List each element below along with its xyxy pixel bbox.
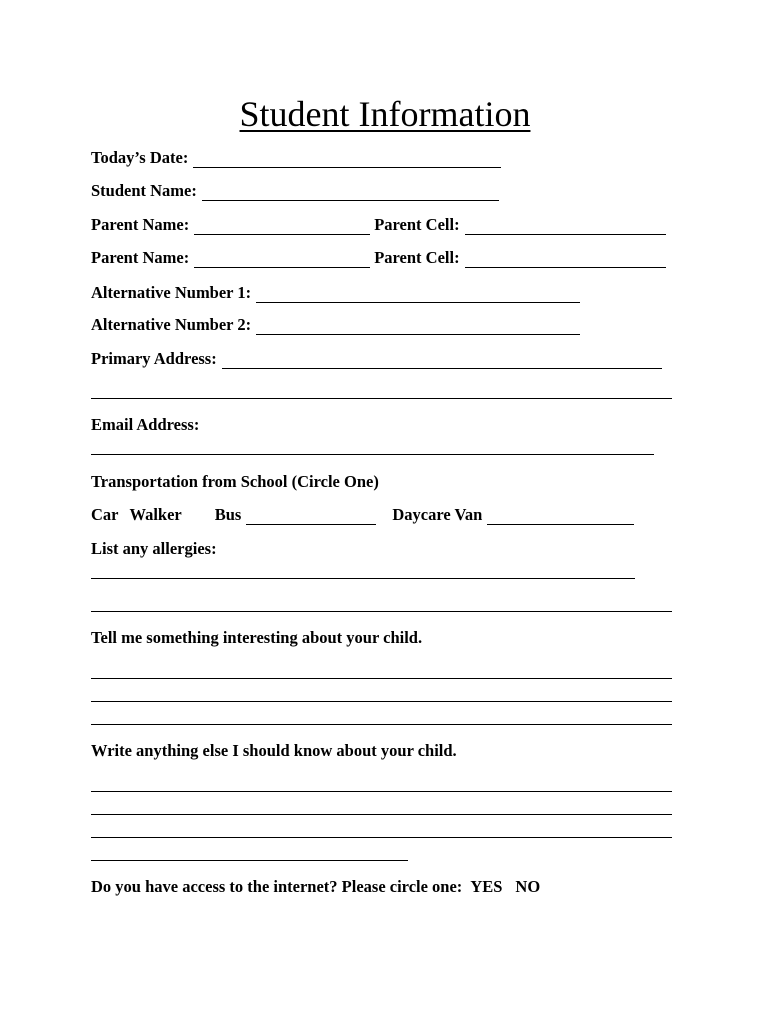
transport-option-bus[interactable]: Bus [214, 505, 242, 524]
parent-name-1-field[interactable] [194, 218, 370, 235]
anything-else-line-3[interactable] [91, 837, 672, 838]
primary-address-row [91, 349, 662, 369]
internet-question: Do you have access to the internet? Please circle one: [91, 877, 463, 896]
allergies-label: List any allergies: [91, 539, 217, 558]
anything-else-line-2[interactable] [91, 814, 672, 815]
interesting-line-3[interactable] [91, 724, 672, 725]
page-title: Student Information [239, 94, 531, 134]
interesting-row [91, 628, 422, 648]
alt-number-1-label: Alternative Number 1: [91, 283, 252, 302]
primary-address-field[interactable] [222, 352, 662, 369]
interesting-line-1[interactable] [91, 678, 672, 679]
primary-address-line-2[interactable] [91, 398, 672, 399]
email-address-row [91, 415, 199, 435]
student-name-label: Student Name: [91, 181, 197, 200]
todays-date-row [91, 148, 501, 168]
email-address-label: Email Address: [91, 415, 200, 434]
internet-no-option[interactable]: NO [515, 877, 541, 896]
parent-row-1 [91, 215, 666, 235]
transport-option-daycare-van[interactable]: Daycare Van [392, 505, 483, 524]
parent-cell-1-field[interactable] [465, 218, 666, 235]
interesting-line-2[interactable] [91, 701, 672, 702]
allergies-line-2[interactable] [91, 611, 672, 612]
alt-number-2-label: Alternative Number 2: [91, 315, 252, 334]
alt-number-2-row [91, 315, 580, 335]
parent-cell-2-label: Parent Cell: [374, 248, 460, 267]
internet-row [91, 877, 540, 897]
bus-number-field[interactable] [246, 508, 376, 525]
transportation-heading-row [91, 472, 379, 492]
parent-name-1-label: Parent Name: [91, 215, 190, 234]
todays-date-label: Today’s Date: [91, 148, 189, 167]
parent-cell-1-label: Parent Cell: [374, 215, 460, 234]
anything-else-line-4[interactable] [91, 860, 408, 861]
alt-number-1-field[interactable] [256, 286, 580, 303]
email-address-field[interactable] [91, 454, 654, 455]
transportation-options-row [91, 505, 634, 525]
student-name-row [91, 181, 499, 201]
daycare-van-field[interactable] [487, 508, 634, 525]
primary-address-label: Primary Address: [91, 349, 217, 368]
transport-option-car[interactable]: Car [91, 505, 119, 524]
parent-name-2-label: Parent Name: [91, 248, 190, 267]
anything-else-label: Write anything else I should know about your child. [91, 741, 457, 760]
anything-else-line-1[interactable] [91, 791, 672, 792]
todays-date-field[interactable] [193, 151, 501, 168]
internet-yes-option[interactable]: YES [470, 877, 503, 896]
parent-name-2-field[interactable] [194, 251, 370, 268]
interesting-label: Tell me something interesting about your child. [91, 628, 423, 647]
parent-cell-2-field[interactable] [465, 251, 666, 268]
transportation-heading: Transportation from School (Circle One) [91, 472, 379, 491]
parent-row-2 [91, 248, 666, 268]
student-name-field[interactable] [202, 184, 499, 201]
allergies-line-1[interactable] [91, 578, 635, 579]
anything-else-row [91, 741, 457, 761]
alt-number-2-field[interactable] [256, 318, 580, 335]
alt-number-1-row [91, 283, 580, 303]
allergies-row [91, 539, 217, 559]
transport-option-walker[interactable]: Walker [129, 505, 182, 524]
